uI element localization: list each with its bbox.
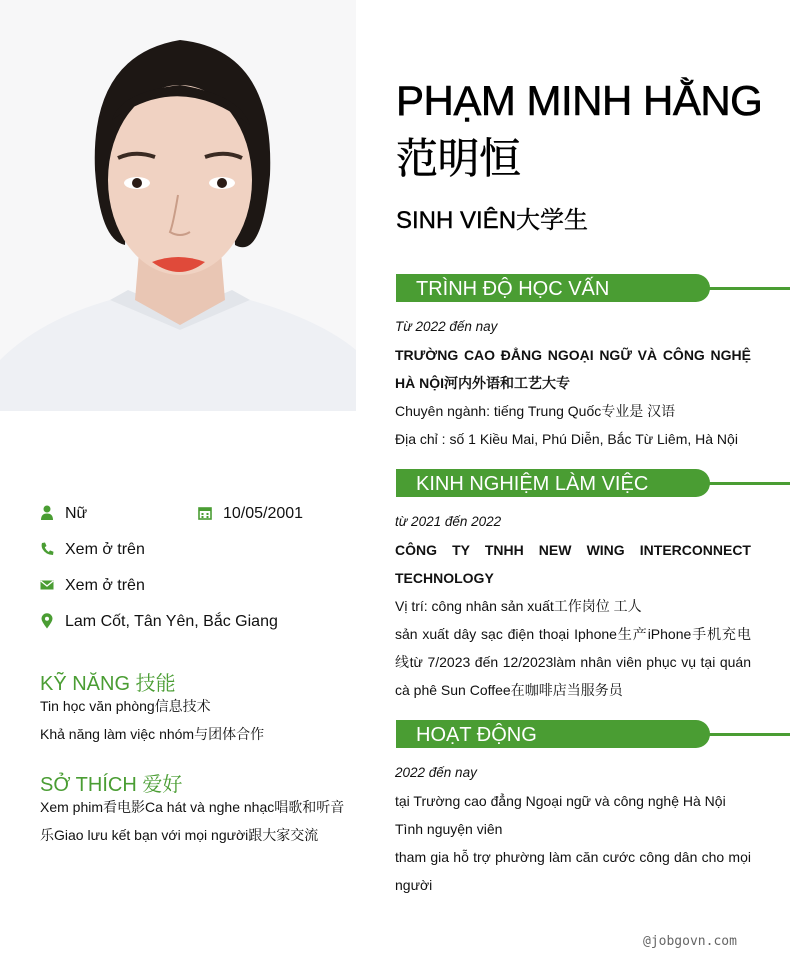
profile-photo <box>0 0 356 411</box>
user-icon <box>40 505 54 521</box>
hobbies-text <box>40 793 350 849</box>
address-value: Lam Cốt, Tân Yên, Bắc Giang <box>65 613 278 630</box>
experience-section <box>395 508 751 704</box>
activities-period: 2022 đến nay <box>395 765 477 780</box>
activities-heading-bar <box>396 720 790 750</box>
activities-section <box>395 759 751 899</box>
skills-heading: KỸ NĂNG 技能 <box>40 673 176 695</box>
activities-line: Tình nguyện viên <box>395 821 503 837</box>
education-heading: TRÌNH ĐỘ HỌC VẤN <box>416 278 610 300</box>
activities-heading: HOẠT ĐỘNG <box>416 724 537 746</box>
experience-line: 线từ 7/2023 đến 12/2023làm nhân viên phục vụ tại quán <box>395 654 751 670</box>
phone-value: Xem ở trên <box>65 541 145 558</box>
activities-line: tham gia hỗ trợ phường làm căn cước công dân cho mọi <box>395 849 751 865</box>
experience-heading-bar <box>396 469 790 499</box>
experience-heading: KINH NGHIỆM LÀM VIỆC <box>416 473 649 495</box>
dob-value: 10/05/2001 <box>223 505 304 522</box>
education-heading-bar <box>396 274 790 304</box>
hobby-line: 乐Giao lưu kết bạn với mọi người跟大家交流 <box>40 827 319 843</box>
mail-icon <box>40 577 54 593</box>
activities-line: người <box>395 877 433 893</box>
hobbies-heading: SỞ THÍCH 爱好 <box>40 774 183 796</box>
experience-line: Vị trí: công nhân sản xuất工作岗位 工人 <box>395 598 642 614</box>
experience-company: CÔNG TY TNHH NEW WING INTERCONNECT <box>395 542 751 558</box>
skills-list <box>40 692 350 748</box>
email-value: Xem ở trên <box>65 577 145 594</box>
education-school-cont: HÀ NỘI河内外语和工艺大专 <box>395 375 570 391</box>
candidate-role: SINH VIÊN大学生 <box>396 207 589 234</box>
education-school: TRƯỜNG CAO ĐẲNG NGOẠI NGỮ VÀ CÔNG NGHỆ <box>395 347 751 363</box>
skill-item: Khả năng làm việc nhóm与团体合作 <box>40 726 265 742</box>
experience-line: cà phê Sun Coffee在咖啡店当服务员 <box>395 682 623 698</box>
education-address: Địa chỉ : số 1 Kiều Mai, Phú Diễn, Bắc Từ Liêm, Hà Nội <box>395 431 738 447</box>
calendar-icon <box>198 505 212 521</box>
phone-icon <box>40 541 54 557</box>
location-pin-icon <box>40 613 54 629</box>
experience-period: từ 2021 đến 2022 <box>395 514 502 529</box>
site-watermark: @jobgovn.com <box>643 934 737 949</box>
experience-line: sản xuất dây sạc điện thoại Iphone生产iPhone手机充电 <box>395 626 751 642</box>
gender-value: Nữ <box>65 505 88 522</box>
education-major: Chuyên ngành: tiếng Trung Quốc专业是 汉语 <box>395 403 676 419</box>
candidate-name: PHẠM MINH HẰNG范明恒 <box>396 77 763 182</box>
hobby-line: Xem phim看电影Ca hát và nghe nhạc唱歌和听音 <box>40 799 345 815</box>
education-period: Từ 2022 đến nay <box>395 319 498 334</box>
education-section <box>395 313 751 453</box>
activities-line: tại Trường cao đẳng Ngoại ngữ và công nghệ Hà Nội <box>395 793 726 809</box>
skill-item: Tin học văn phòng信息技术 <box>40 698 211 714</box>
experience-company-cont: TECHNOLOGY <box>395 570 494 586</box>
